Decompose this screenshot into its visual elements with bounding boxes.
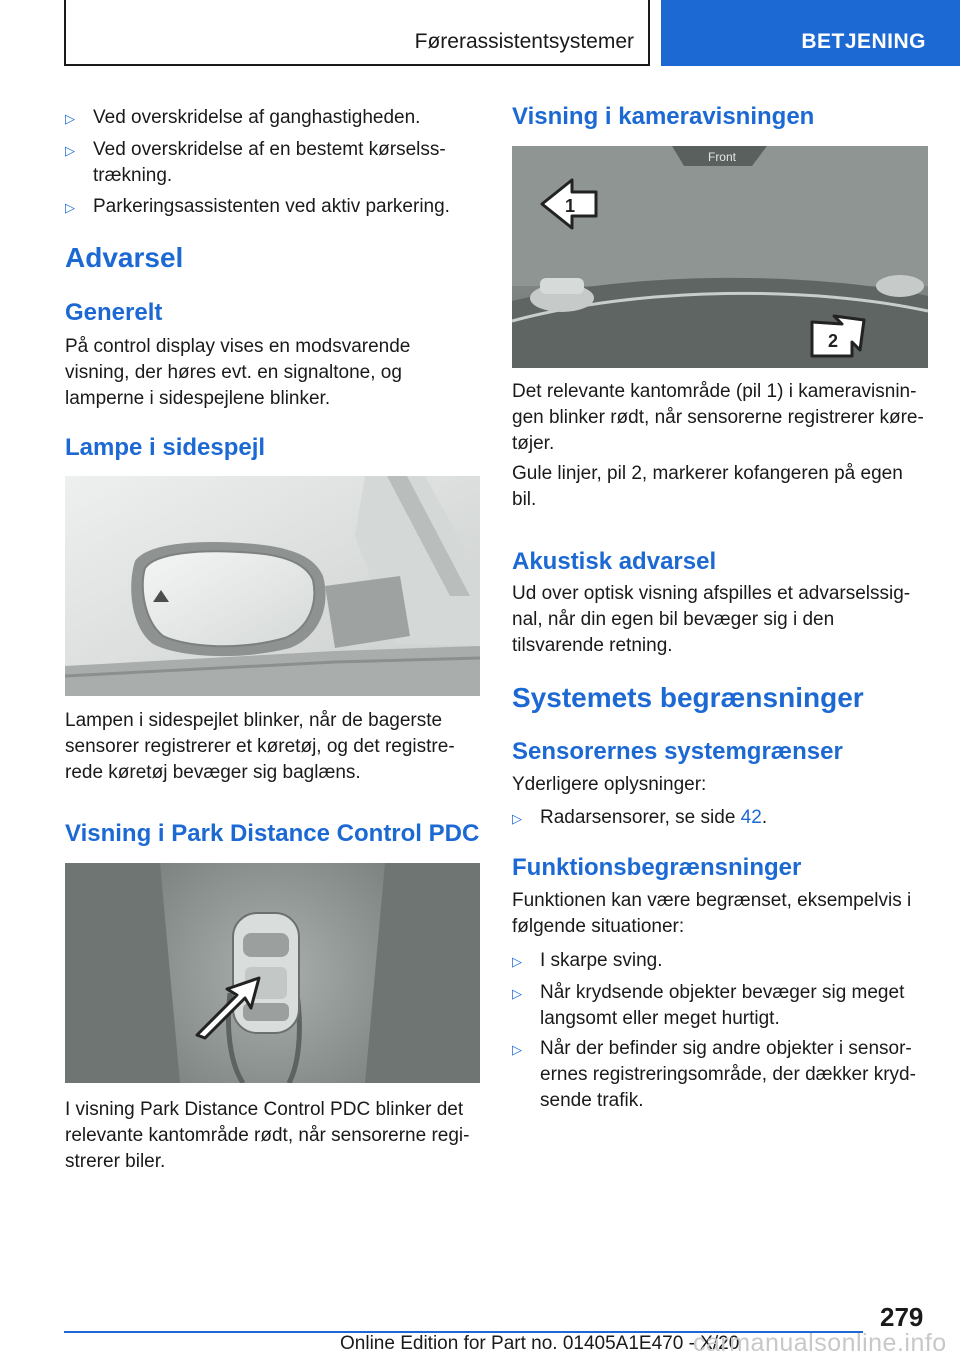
triangle-bullet-icon: ▷: [65, 200, 75, 215]
camera-figure: [512, 146, 928, 368]
triangle-bullet-icon: ▷: [65, 111, 75, 126]
triangle-bullet-icon: ▷: [65, 143, 75, 158]
section-title-box: [64, 0, 650, 66]
heading-kamera: Visning i kameravisningen: [512, 103, 815, 130]
heading-advarsel: Advarsel: [65, 242, 184, 273]
bullet-item: ▷ Parkeringsassistenten ved aktiv parkering.: [65, 194, 480, 220]
bullet-item: ▷ I skarpe sving.: [512, 948, 928, 974]
heading-lampe: Lampe i sidespejl: [65, 434, 266, 461]
paragraph-lampe: Lampen i sidespejlet blinker, når de bagerste sensorer registrerer et køretøj, og det registrerede køretøj bevæger sig baglæns.: [65, 710, 455, 783]
chapter-tab: [661, 0, 960, 66]
pdc-figure: [65, 863, 480, 1083]
paragraph-kamera-2: Gule linjer, pil 2, markerer kofangeren på egen bil.: [512, 463, 903, 510]
paragraph-pdc: I visning Park Distance Control PDC blinker det relevante kantområde rødt, når sensorerne registrerer biler.: [65, 1099, 470, 1172]
heading-generelt: Generelt: [65, 299, 163, 326]
chapter-title: BETJENING: [801, 30, 926, 53]
paragraph-generelt: På control display vises en modsvarende visning, der høres evt. en signaltone, og lamperne i sidespejlene blinker.: [65, 336, 411, 409]
triangle-bullet-icon: ▷: [512, 1042, 522, 1057]
triangle-bullet-icon: ▷: [512, 954, 522, 969]
camera-view-illustration: [512, 146, 928, 368]
paragraph-funktion: Funktionen kan være begrænset, eksempelvis i følgende situationer:: [512, 890, 912, 937]
heading-pdc: Visning i Park Distance Control PDC: [65, 820, 480, 847]
triangle-bullet-icon: ▷: [512, 986, 522, 1001]
bullet-item: ▷ Når krydsende objekter bevæger sig meget langsomt eller meget hurtigt.: [512, 982, 905, 1029]
arrow-1-label: 1: [564, 196, 576, 216]
paragraph-kamera-1: Det relevante kantområde (pil 1) i kameravisningen blinker rødt, når sensorerne registrerer køretøjer.: [512, 381, 924, 454]
paragraph-akustisk: Ud over optisk visning afspilles et advarselssignal, når din egen bil bevæger sig i den tilsvarende retning.: [512, 583, 911, 656]
bullet-item: ▷ Ved overskridelse af en bestemt kørselsstrækning.: [65, 139, 446, 186]
page-number: 279: [880, 1302, 924, 1332]
heading-funktion: Funktionsbegrænsninger: [512, 854, 802, 881]
bullet-item: ▷ Radarsensorer, se side 42.: [512, 805, 928, 831]
bullet-item: ▷ Når der befinder sig andre objekter i sensorernes registreringsområde, der dækker krydsende trafik.: [512, 1038, 916, 1111]
heading-sensor: Sensorernes systemgrænser: [512, 738, 843, 765]
arrow-2-label: 2: [827, 331, 839, 351]
page-link-42[interactable]: 42: [740, 807, 762, 828]
bullet-item: ▷ Ved overskridelse af ganghastigheden.: [65, 105, 480, 131]
page-header: [0, 0, 960, 66]
side-mirror-illustration: [65, 476, 480, 696]
heading-begraensninger: Systemets begrænsninger: [512, 682, 864, 713]
front-label: Front: [707, 150, 737, 164]
mirror-figure: [65, 476, 480, 696]
paragraph-sensor: Yderligere oplysninger:: [512, 774, 707, 795]
footer-edition: Online Edition for Part no. 01405A1E470 - X/20: [340, 1333, 740, 1354]
section-title: Førerassistentsystemer: [414, 30, 634, 53]
pdc-view-illustration: [65, 863, 480, 1083]
watermark: carmanualsonline.info: [693, 1329, 947, 1357]
heading-akustisk: Akustisk advarsel: [512, 548, 717, 575]
triangle-bullet-icon: ▷: [512, 811, 522, 826]
